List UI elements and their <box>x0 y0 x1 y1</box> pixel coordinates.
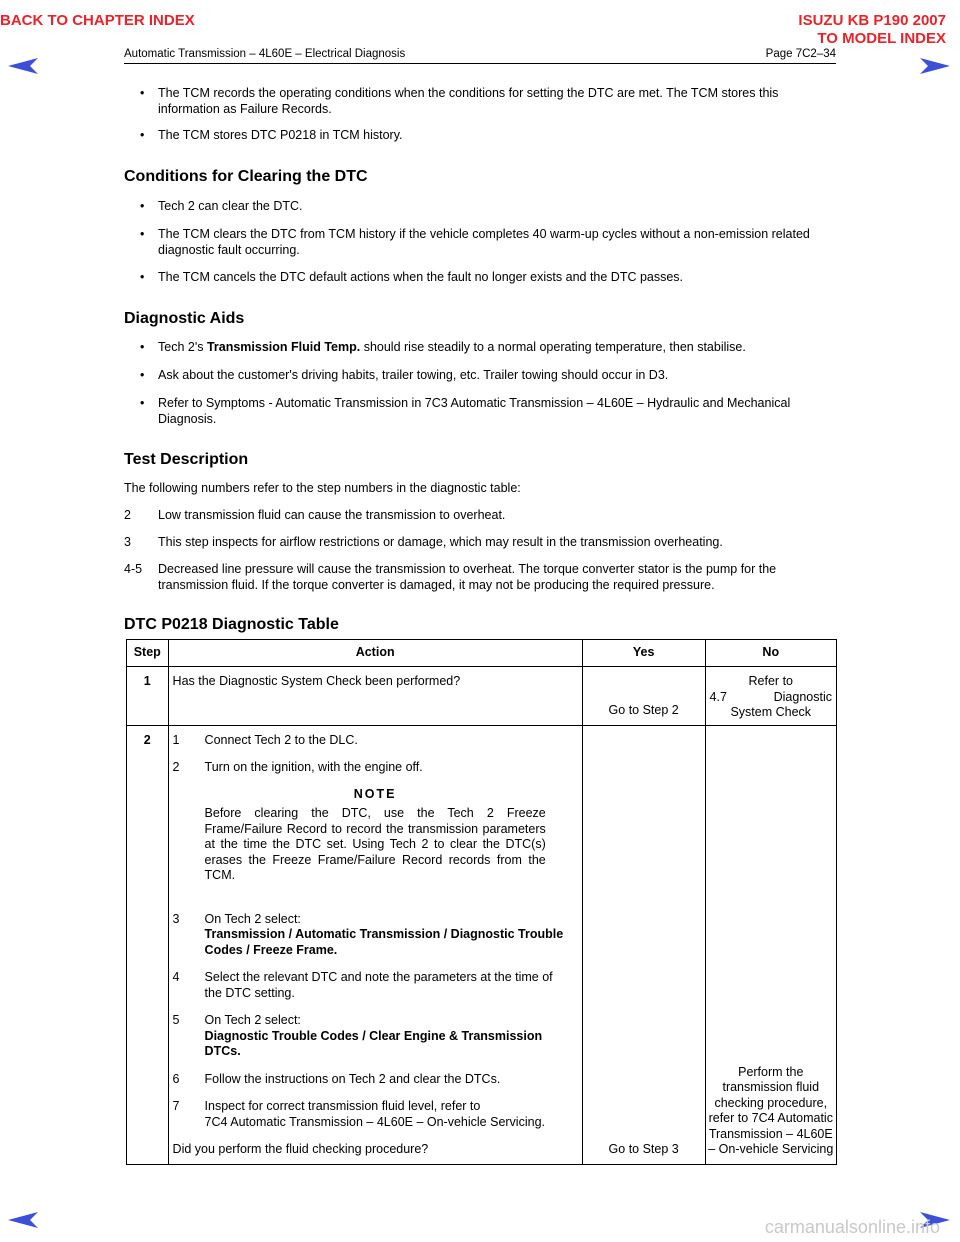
bullet-item: • Tech 2's Transmission Fluid Temp. should rise steadily to a normal operating temperature, then stabilise. <box>140 340 746 354</box>
table-heading: DTC P0218 Diagnostic Table <box>124 616 339 633</box>
bullet-item: • The TCM cancels the DTC default actions when the fault no longer exists and the DTC passes. <box>140 270 684 284</box>
action-step: 1 Connect Tech 2 to the DLC. <box>172 732 358 747</box>
action-cell: Has the Diagnostic System Check been performed? <box>168 667 582 726</box>
table-header-row <box>127 640 837 667</box>
test-item-text: This step inspects for airflow restrictions or damage, which may result in the transmission overheating. <box>158 535 723 549</box>
no-cell: Perform the transmission fluid checking procedure, refer to 7C4 Automatic Transmission – 4L60E – On-vehicle Servicing <box>705 725 836 1164</box>
prev-page-arrow-bottom-icon[interactable] <box>6 1210 40 1230</box>
step-cell: 2 <box>127 725 169 1164</box>
bullet-item: • Refer to Symptoms - Automatic Transmission in 7C3 Automatic Transmission – 4L60E – Hydraulic and Mechanical Diagnosis. <box>140 396 791 426</box>
test-item-number: 2 <box>124 508 131 522</box>
col-action-header: Action <box>168 640 582 667</box>
test-item-text: Decreased line pressure will cause the transmission to overheat. The torque converter stator is the pump for the transmission fluid. If the torque converter is damaged, it may not be producing the required pressure. <box>158 562 777 592</box>
table-row <box>127 667 837 726</box>
note-body: Before clearing the DTC, use the Tech 2 Freeze Frame/Failure Record to record the transmission parameters at the time the DTC set. Using Tech 2 to clear the DTC(s) erases the Freeze Frame/Failure Record records from the TCM. <box>204 806 546 882</box>
model-title-link[interactable]: ISUZU KB P190 2007 <box>798 12 946 29</box>
page-number: Page 7C2–34 <box>765 48 836 60</box>
no-cell: Refer to 4.7 Diagnostic System Check <box>705 667 836 726</box>
action-cell <box>168 725 582 1164</box>
yes-cell: Go to Step 2 <box>582 667 705 726</box>
diagnostic-table <box>126 639 837 1165</box>
table-row <box>127 725 837 1164</box>
bullet-item: • The TCM stores DTC P0218 in TCM history. <box>140 128 403 142</box>
section-heading-test-description: Test Description <box>124 451 249 468</box>
doc-title: Automatic Transmission – 4L60E – Electrical Diagnosis <box>124 48 406 60</box>
action-question: Did you perform the fluid checking procedure? <box>172 1142 429 1156</box>
col-yes-header: Yes <box>582 640 705 667</box>
action-step: 6 Follow the instructions on Tech 2 and clear the DTCs. <box>172 1071 501 1086</box>
bullet-item: • The TCM clears the DTC from TCM history if the vehicle completes 40 warm-up cycles without a non-emission related diagnostic fault occurring. <box>140 227 810 257</box>
back-to-chapter-index-link[interactable]: BACK TO CHAPTER INDEX <box>0 12 195 29</box>
to-model-index-link[interactable]: TO MODEL INDEX <box>817 30 946 47</box>
col-step-header: Step <box>127 640 169 667</box>
note-heading: NOTE <box>353 786 397 801</box>
yes-cell: Go to Step 3 <box>582 725 705 1164</box>
next-page-arrow-icon[interactable] <box>918 56 952 76</box>
test-item-number: 4-5 <box>124 562 143 576</box>
col-no-header: No <box>705 640 836 667</box>
watermark: carmanualsonline.info <box>764 1217 940 1237</box>
section-heading-clearing: Conditions for Clearing the DTC <box>124 168 368 185</box>
bullet-item: • The TCM records the operating conditions when the conditions for setting the DTC are met. The TCM stores this information as Failure Records. <box>140 86 779 116</box>
action-step: 5 On Tech 2 select: Diagnostic Trouble Codes / Clear Engine & Transmission DTCs. <box>172 1013 543 1058</box>
action-step: 4 Select the relevant DTC and note the parameters at the time of the DTC setting. <box>172 970 553 1000</box>
test-item-text: Low transmission fluid can cause the transmission to overheat. <box>158 508 506 522</box>
test-item-number: 3 <box>124 535 131 549</box>
test-intro: The following numbers refer to the step numbers in the diagnostic table: <box>124 481 521 495</box>
bullet-item: • Tech 2 can clear the DTC. <box>140 199 303 213</box>
action-step: 3 On Tech 2 select: Transmission / Automatic Transmission / Diagnostic Trouble Codes / Freeze Frame. <box>172 911 564 957</box>
header-rule <box>124 63 836 64</box>
bullet-item: • Ask about the customer's driving habits, trailer towing, etc. Trailer towing should occur in D3. <box>140 368 669 382</box>
section-heading-aids: Diagnostic Aids <box>124 310 245 327</box>
action-step: 7 Inspect for correct transmission fluid level, refer to 7C4 Automatic Transmission – 4L60E – On-vehicle Servicing. <box>172 1099 545 1129</box>
action-step: 2 Turn on the ignition, with the engine off. <box>172 760 423 774</box>
prev-page-arrow-icon[interactable] <box>6 56 40 76</box>
step-cell: 1 <box>127 667 169 726</box>
